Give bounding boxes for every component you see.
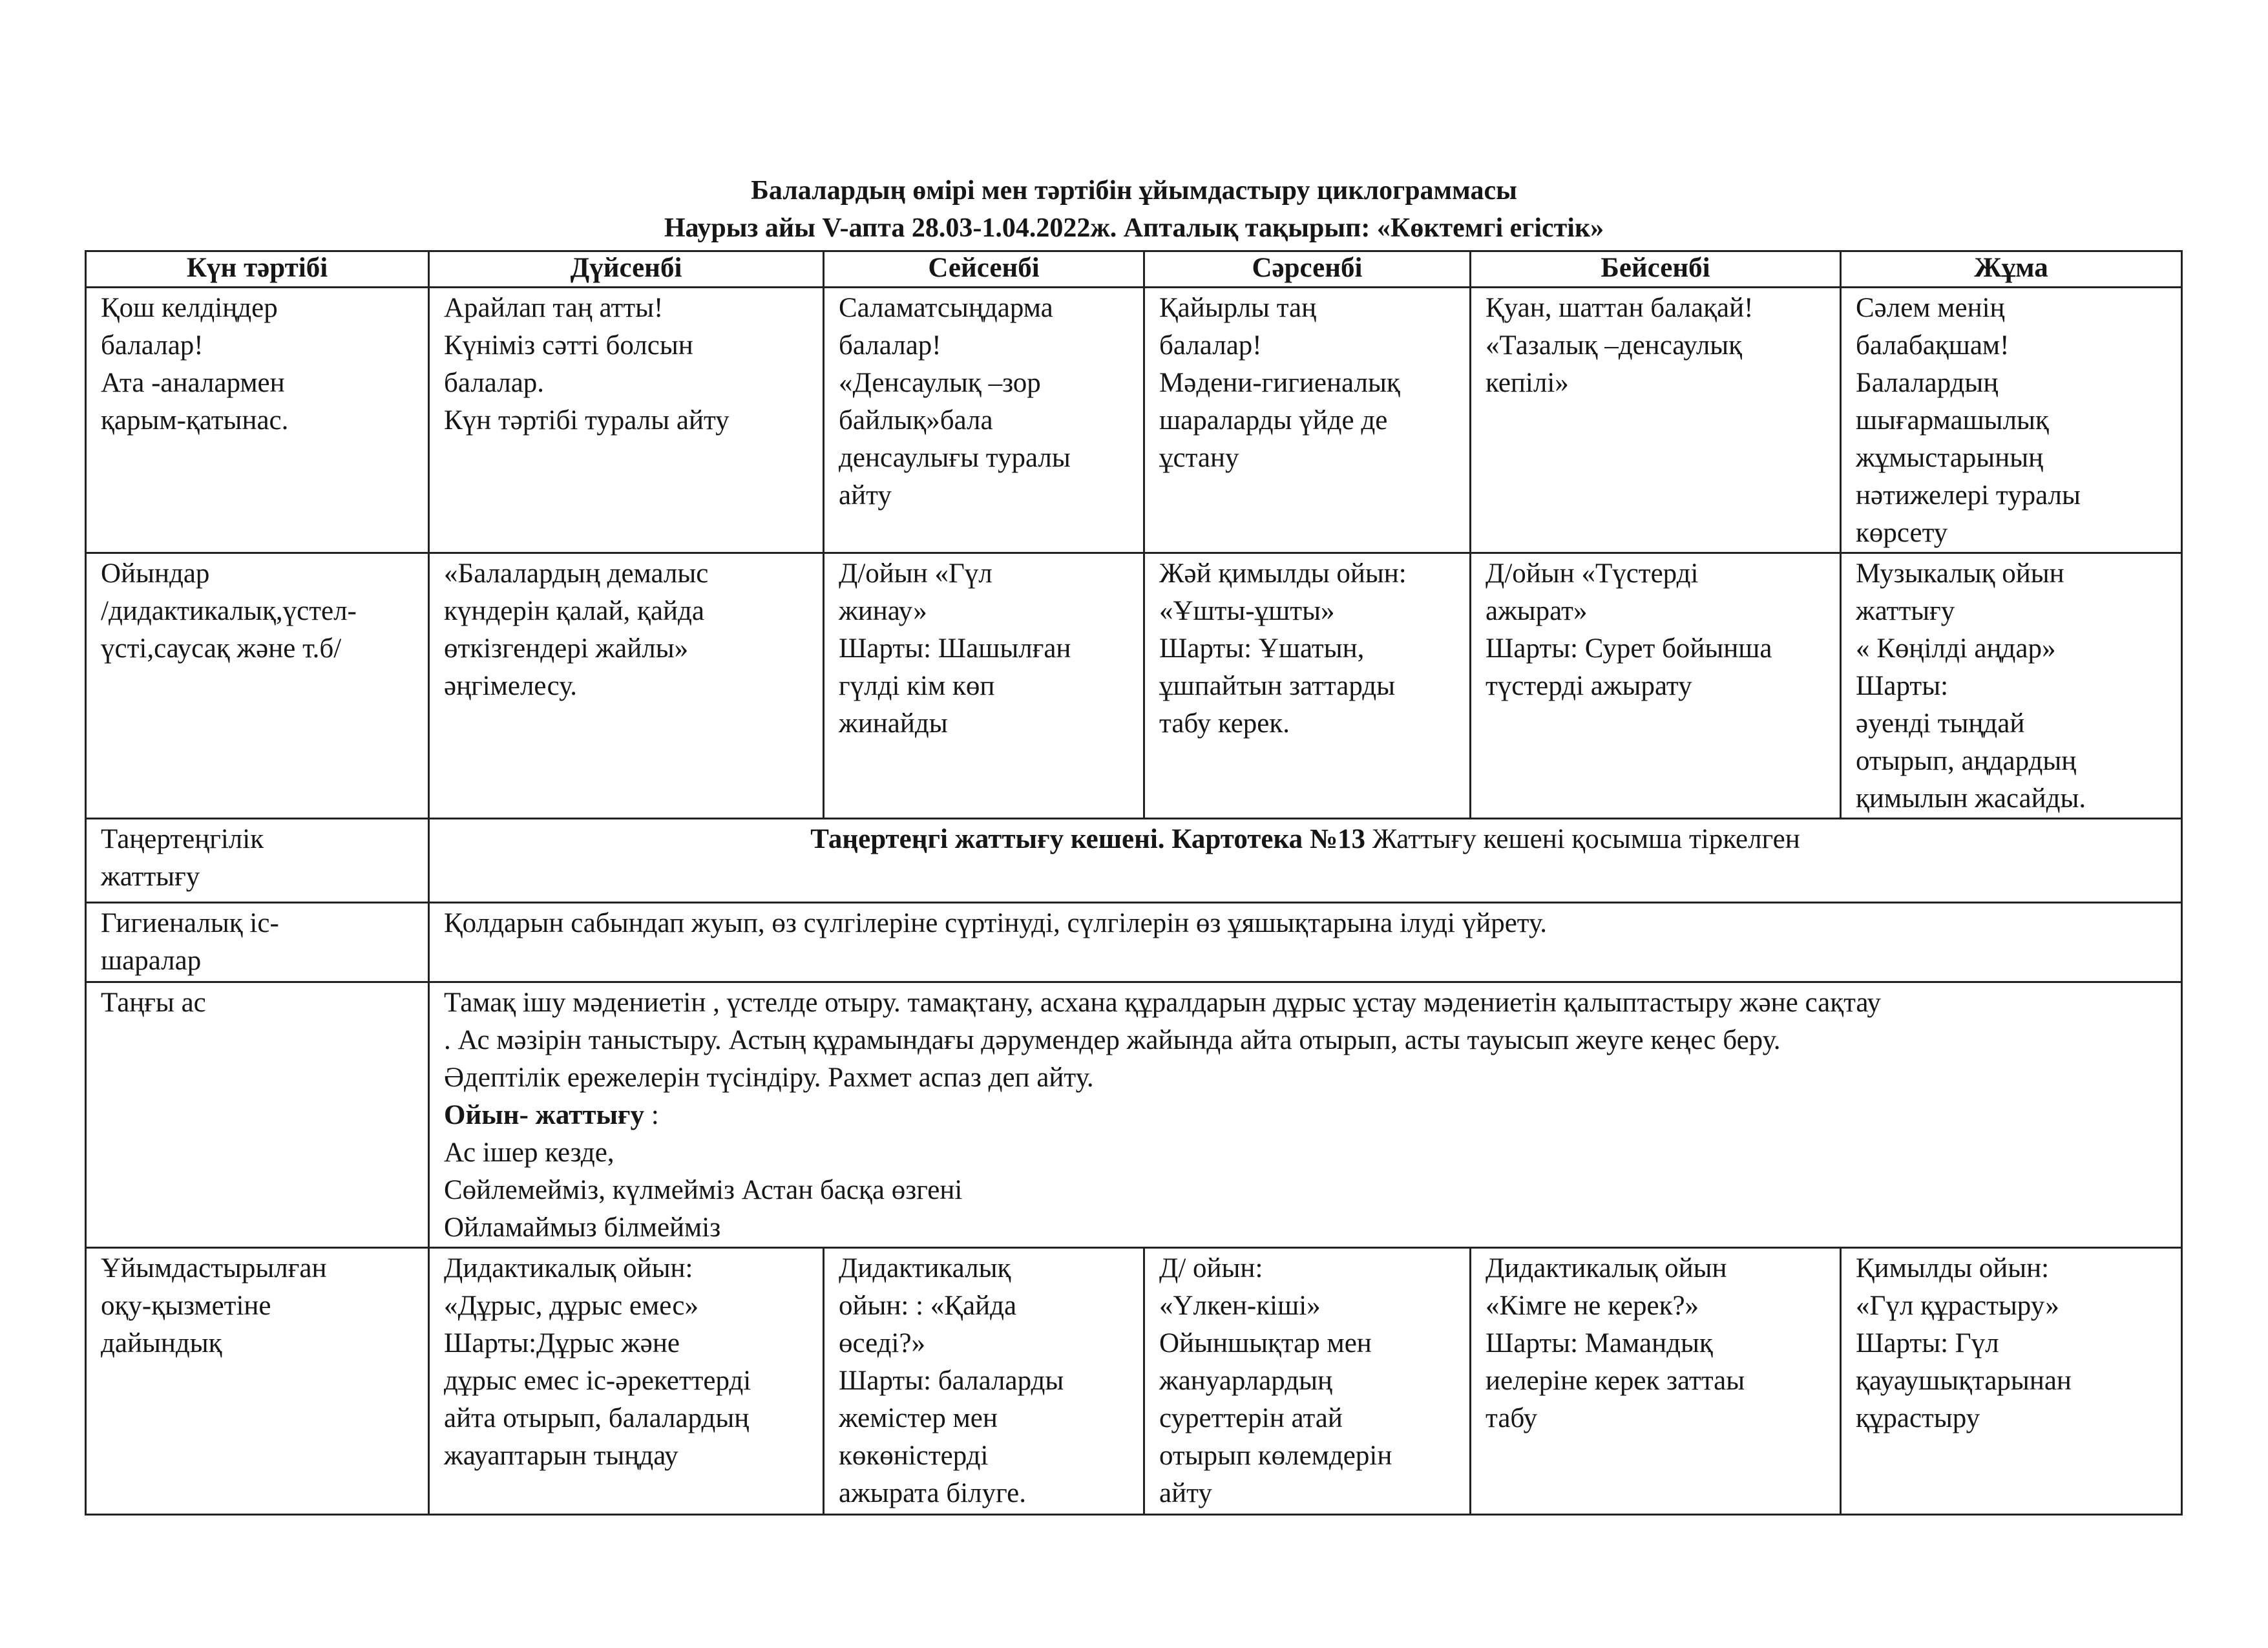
breakfast-text <box>444 984 2167 1097</box>
text-line: балалар! <box>101 330 204 361</box>
cell-greeting-thursday <box>1471 288 1841 553</box>
text-line: шығармашылық <box>1856 405 2049 436</box>
cell-games-monday <box>429 553 824 819</box>
breakfast-game-label: Ойын- жаттығу <box>444 1100 645 1130</box>
row-morning-exercise <box>86 819 2182 903</box>
text-line: Күн тәртібі туралы айту <box>444 405 730 436</box>
text-line: табу <box>1486 1403 1538 1433</box>
text-line: суреттерін атай <box>1159 1403 1343 1433</box>
text-line: нәтижелері туралы <box>1856 480 2081 511</box>
text-line: Балалардың <box>1856 368 1999 398</box>
text-line: отырып көлемдерін <box>1159 1441 1392 1471</box>
document-title: Балалардың өмірі мен тәртібін ұйымдастыру циклограммасы <box>751 176 1517 206</box>
text-line: әңгімелесу. <box>444 671 578 701</box>
text-line: Сәлем менің <box>1856 293 2005 323</box>
text-line: өседі?» <box>839 1328 926 1358</box>
text-line: « Көңілді аңдар» <box>1856 633 2056 664</box>
text-line: «Тазалық –денсаулық <box>1486 330 1743 361</box>
text-line: Сөйлемейміз, күлмейміз Астан басқа өзгені <box>444 1175 963 1205</box>
text-line: көрсету <box>1856 518 1948 548</box>
text-line: жемістер мен <box>839 1403 998 1433</box>
text-line: Мәдени-гигиеналық <box>1159 368 1400 398</box>
text-line: құрастыру <box>1856 1403 1980 1433</box>
text-line: Ұйымдастырылған <box>101 1253 327 1284</box>
text-line: қауаушықтарынан <box>1856 1366 2072 1396</box>
text-line: Шарты: балаларды <box>839 1366 1064 1396</box>
row-label-breakfast <box>86 982 429 1248</box>
cell-hygiene: Қолдарын сабындап жуып, өз сүлгілеріне сүртінуді, сүлгілерін өз ұяшықтарына ілуді үйрету. <box>429 903 2182 982</box>
text-line: Шарты: Сурет бойынша <box>1486 633 1772 664</box>
text-line: ұстану <box>1159 443 1239 473</box>
text-line: жаттығу <box>101 861 200 892</box>
cell-prep-tuesday <box>824 1248 1144 1515</box>
cell-prep-monday <box>429 1248 824 1515</box>
text-line: дұрыс емес іс-әрекеттерді <box>444 1366 751 1396</box>
text-line: Шарты: Шашылған <box>839 633 1071 664</box>
text-line: /дидактикалық,үстел- <box>101 596 357 626</box>
text-line: балалар. <box>444 368 545 398</box>
text-line: «Үлкен-кіші» <box>1159 1291 1321 1321</box>
text-line: байлық»бала <box>839 405 993 436</box>
text-line: Таңертеңгілік <box>101 824 264 854</box>
text-line: өткізгендері жайлы» <box>444 633 689 664</box>
text-line: ұшпайтын заттарды <box>1159 671 1396 701</box>
header-row <box>86 251 2182 288</box>
text-line: Шарты:Дұрыс және <box>444 1328 680 1358</box>
text-line: Д/ойын «Гүл <box>839 558 992 589</box>
text-line: Ойламаймыз білмейміз <box>444 1212 721 1243</box>
text-line: . Ас мәзірін таныстыру. Астың құрамындағы дәрумендер жайында айта отырып, асты тауысып жеуге кеңес беру. <box>444 1025 1781 1055</box>
text-line: Қимылды ойын: <box>1856 1253 2050 1284</box>
row-label-prep <box>86 1248 429 1515</box>
morning-exercise-note: Жаттығу кешені қосымша тіркелген <box>1365 824 1800 854</box>
text-line: Күніміз сәтті болсын <box>444 330 693 361</box>
text-line: Арайлап таң атты! <box>444 293 664 323</box>
text-line: Ас ішер кезде, <box>444 1137 614 1168</box>
text-line: отырып, аңдардың <box>1856 746 2077 776</box>
cell-games-tuesday <box>824 553 1144 819</box>
cell-greeting-wednesday <box>1144 288 1471 553</box>
text-line: шараларды үйде де <box>1159 405 1388 436</box>
breakfast-game-colon: : <box>644 1100 659 1130</box>
text-line: жауаптарын тыңдау <box>444 1441 678 1471</box>
text-line: кепілі» <box>1486 368 1569 398</box>
text-line: Тамақ ішу мәдениетін , үстелде отыру. тамақтану, асхана құралдарын дұрыс ұстау мәдениетін қалыптастыру және сақтау <box>444 988 1881 1018</box>
text-line: дайындық <box>101 1328 222 1358</box>
text-line: жинау» <box>839 596 927 626</box>
text-line: айту <box>839 480 892 511</box>
cell-games-thursday <box>1471 553 1841 819</box>
cell-prep-wednesday <box>1144 1248 1471 1515</box>
text-line: шаралар <box>101 945 202 976</box>
text-line: Жәй қимылды ойын: <box>1159 558 1407 589</box>
text-line: балалар! <box>1159 330 1262 361</box>
breakfast-game-heading <box>444 1097 2167 1134</box>
schedule-table <box>85 250 2183 1516</box>
text-line: қарым-қатынас. <box>101 405 289 436</box>
text-line: табу керек. <box>1159 708 1290 739</box>
text-line: Дидактикалық ойын: <box>444 1253 693 1284</box>
cell-prep-thursday <box>1471 1248 1841 1515</box>
text-line: Дидактикалық ойын <box>1486 1253 1727 1284</box>
text-line: Қуан, шаттан балақай! <box>1486 293 1754 323</box>
row-label-hygiene <box>86 903 429 982</box>
text-line: иелеріне керек заттаы <box>1486 1366 1745 1396</box>
text-line: әуенді тыңдай <box>1856 708 2025 739</box>
text-line: ойын: : «Қайда <box>839 1291 1017 1321</box>
header-day-schedule: Күн тәртібі <box>86 251 429 288</box>
cell-prep-friday <box>1841 1248 2182 1515</box>
header-tuesday: Сейсенбі <box>824 251 1144 288</box>
text-line: үсті,саусақ және т.б/ <box>101 633 342 664</box>
text-line: балалар! <box>839 330 941 361</box>
cell-greeting-friday <box>1841 288 2182 553</box>
text-line: Әдептілік ережелерін түсіндіру. Рахмет аспаз деп айту. <box>444 1062 1094 1093</box>
text-line: «Балалардың демалыс <box>444 558 709 589</box>
text-line: «Дұрыс, дұрыс емес» <box>444 1291 698 1321</box>
header-thursday: Бейсенбі <box>1471 251 1841 288</box>
cell-games-friday <box>1841 553 2182 819</box>
text-line: қимылын жасайды. <box>1856 783 2086 814</box>
text-line: ажырата білуге. <box>839 1478 1026 1508</box>
text-line: жаттығу <box>1856 596 1955 626</box>
cell-greeting-tuesday <box>824 288 1144 553</box>
row-label-greeting <box>86 288 429 553</box>
text-line: Д/ ойын: <box>1159 1253 1263 1284</box>
text-line: жұмыстарының <box>1856 443 2044 473</box>
cell-games-wednesday <box>1144 553 1471 819</box>
text-line: көкөністерді <box>839 1441 989 1471</box>
document-subtitle: Наурыз айы V-апта 28.03-1.04.2022ж. Апталық тақырып: «Көктемгі егістік» <box>664 213 1604 243</box>
row-label-morning-exercise <box>86 819 429 903</box>
header-monday: Дүйсенбі <box>429 251 824 288</box>
text-line: түстерді ажырату <box>1486 671 1692 701</box>
text-line: айта отырып, балалардың <box>444 1403 750 1433</box>
text-line: күндерін қалай, қайда <box>444 596 704 626</box>
text-line: Музыкалық ойын <box>1856 558 2064 589</box>
text-line: Шарты: Гүл <box>1856 1328 1999 1358</box>
text-line: Дидактикалық <box>839 1253 1011 1284</box>
cell-breakfast <box>429 982 2182 1248</box>
row-breakfast <box>86 982 2182 1248</box>
text-line: Шарты: <box>1856 671 1949 701</box>
row-games <box>86 553 2182 819</box>
cell-greeting-monday <box>429 288 824 553</box>
header-wednesday: Сәрсенбі <box>1144 251 1471 288</box>
text-line: Қош келдіңдер <box>101 293 278 323</box>
text-line: гүлді кім көп <box>839 671 995 701</box>
text-line: Шарты: Ұшатын, <box>1159 633 1365 664</box>
row-prep <box>86 1248 2182 1515</box>
text-line: Ойыншықтар мен <box>1159 1328 1372 1358</box>
row-label-games <box>86 553 429 819</box>
text-line: «Денсаулық –зор <box>839 368 1041 398</box>
text-line: жануарлардың <box>1159 1366 1333 1396</box>
text-line: айту <box>1159 1478 1212 1508</box>
row-hygiene <box>86 903 2182 982</box>
text-line: «Кімге не керек?» <box>1486 1291 1699 1321</box>
text-line: жинайды <box>839 708 948 739</box>
cell-morning-exercise <box>429 819 2182 903</box>
breakfast-poem <box>444 1134 2167 1247</box>
text-line: денсаулығы туралы <box>839 443 1071 473</box>
text-line: «Ұшты-ұшты» <box>1159 596 1335 626</box>
text-line: Ойындар <box>101 558 210 589</box>
row-greeting <box>86 288 2182 553</box>
text-line: балабақшам! <box>1856 330 2010 361</box>
morning-exercise-bold-text: Таңертеңгі жаттығу кешені. Картотека №13 <box>810 824 1366 854</box>
text-line: Ата -аналармен <box>101 368 285 398</box>
text-line: ажырат» <box>1486 596 1588 626</box>
text-line: оқу-қызметіне <box>101 1291 271 1321</box>
text-line: «Гүл құрастыру» <box>1856 1291 2059 1321</box>
text-line: Гигиеналық іс- <box>101 908 279 938</box>
text-line: Қайырлы таң <box>1159 293 1317 323</box>
text-line: Шарты: Мамандық <box>1486 1328 1713 1358</box>
text-line: Таңғы ас <box>101 988 206 1018</box>
text-line: Саламатсыңдарма <box>839 293 1053 323</box>
text-line: Д/ойын «Түстерді <box>1486 558 1699 589</box>
header-friday: Жұма <box>1841 251 2182 288</box>
